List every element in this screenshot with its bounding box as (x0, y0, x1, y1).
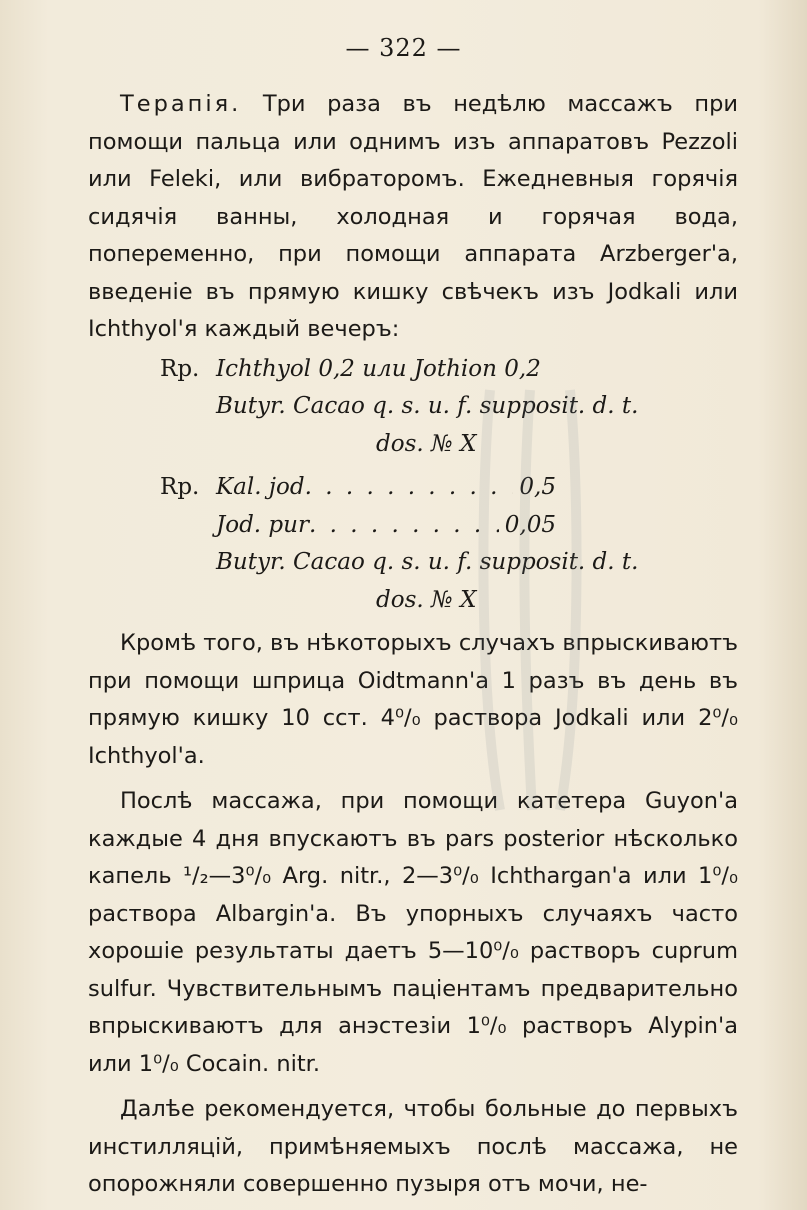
rx-line: dos. № X (376, 430, 477, 457)
paragraph-therapy (88, 86, 738, 349)
ingredient-quantity: 0,5 (519, 474, 556, 500)
watermark-mark (470, 380, 590, 820)
rx-line: Ichthyol 0,2 или Jothion 0,2 (216, 355, 541, 382)
prescription-1 (88, 351, 738, 464)
ingredient-name: Kal. jod (216, 474, 305, 500)
rx-label: Rp. (160, 355, 200, 382)
rx-line: Butyr. Cacao q. s. u. f. supposit. d. t. (216, 393, 639, 419)
paragraph: Кромѣ того, въ нѣкоторыхъ случахъ впрыскиваютъ при помощи шприца Oidtmann'a 1 разъ въ день въ прямую кишку 10 сст. 4⁰/₀ раствора Jodkali или 2⁰/₀ Ichthyol'a. (88, 630, 738, 769)
section-lead-word: Терапія. (120, 91, 242, 117)
ingredient-quantity: 0,05 (504, 511, 556, 538)
paragraph: Послѣ массажа, при помощи катетера Guyon'a каждые 4 дня впускаютъ въ pars posterior нѣсколько капель ¹/₂—3⁰/₀ Arg. nitr., 2—3⁰/₀ Ichthargan'a или 1⁰/₀ раствора Albargin'a. Въ упорныхъ случаяхъ часто хорошіе результаты даетъ 5—10⁰/₀ растворъ cuprum sulfur. Чувствительнымъ паціентамъ предварительно впрыскиваютъ для анэстезіи 1⁰/₀ растворъ Alypin'a или 1⁰/₀ Cocain. nitr. (88, 788, 738, 1077)
paragraph: Далѣе рекомендуется, чтобы больные до первыхъ инстилляцій, примѣняемыхъ послѣ массажа, не опорожняли совершенно пузыря отъ мочи, не- (88, 1096, 738, 1197)
rx-label: Rp. (160, 474, 200, 500)
paragraph-therapy-text: Три раза въ недѣлю массажъ при помощи пальца или однимъ изъ аппаратовъ Pezzoli или Feleki, или вибраторомъ. Ежедневныя горячія сидячія ванны, холодная и горячая вода, попеременно, при помощи аппарата Arzberger'a, введеніе въ прямую кишку свѣчекъ изъ Jodkali или Ichthyol'я каждый вечеръ: (88, 91, 738, 342)
rx-line: dos. № X (376, 586, 477, 613)
page-body (88, 86, 738, 1204)
ingredient-name: Jod. pur (216, 511, 309, 538)
prescription-2 (88, 469, 738, 619)
page-number: — 322 — (345, 34, 462, 62)
rx-line: Butyr. Cacao q. s. u. f. supposit. d. t. (216, 549, 639, 575)
